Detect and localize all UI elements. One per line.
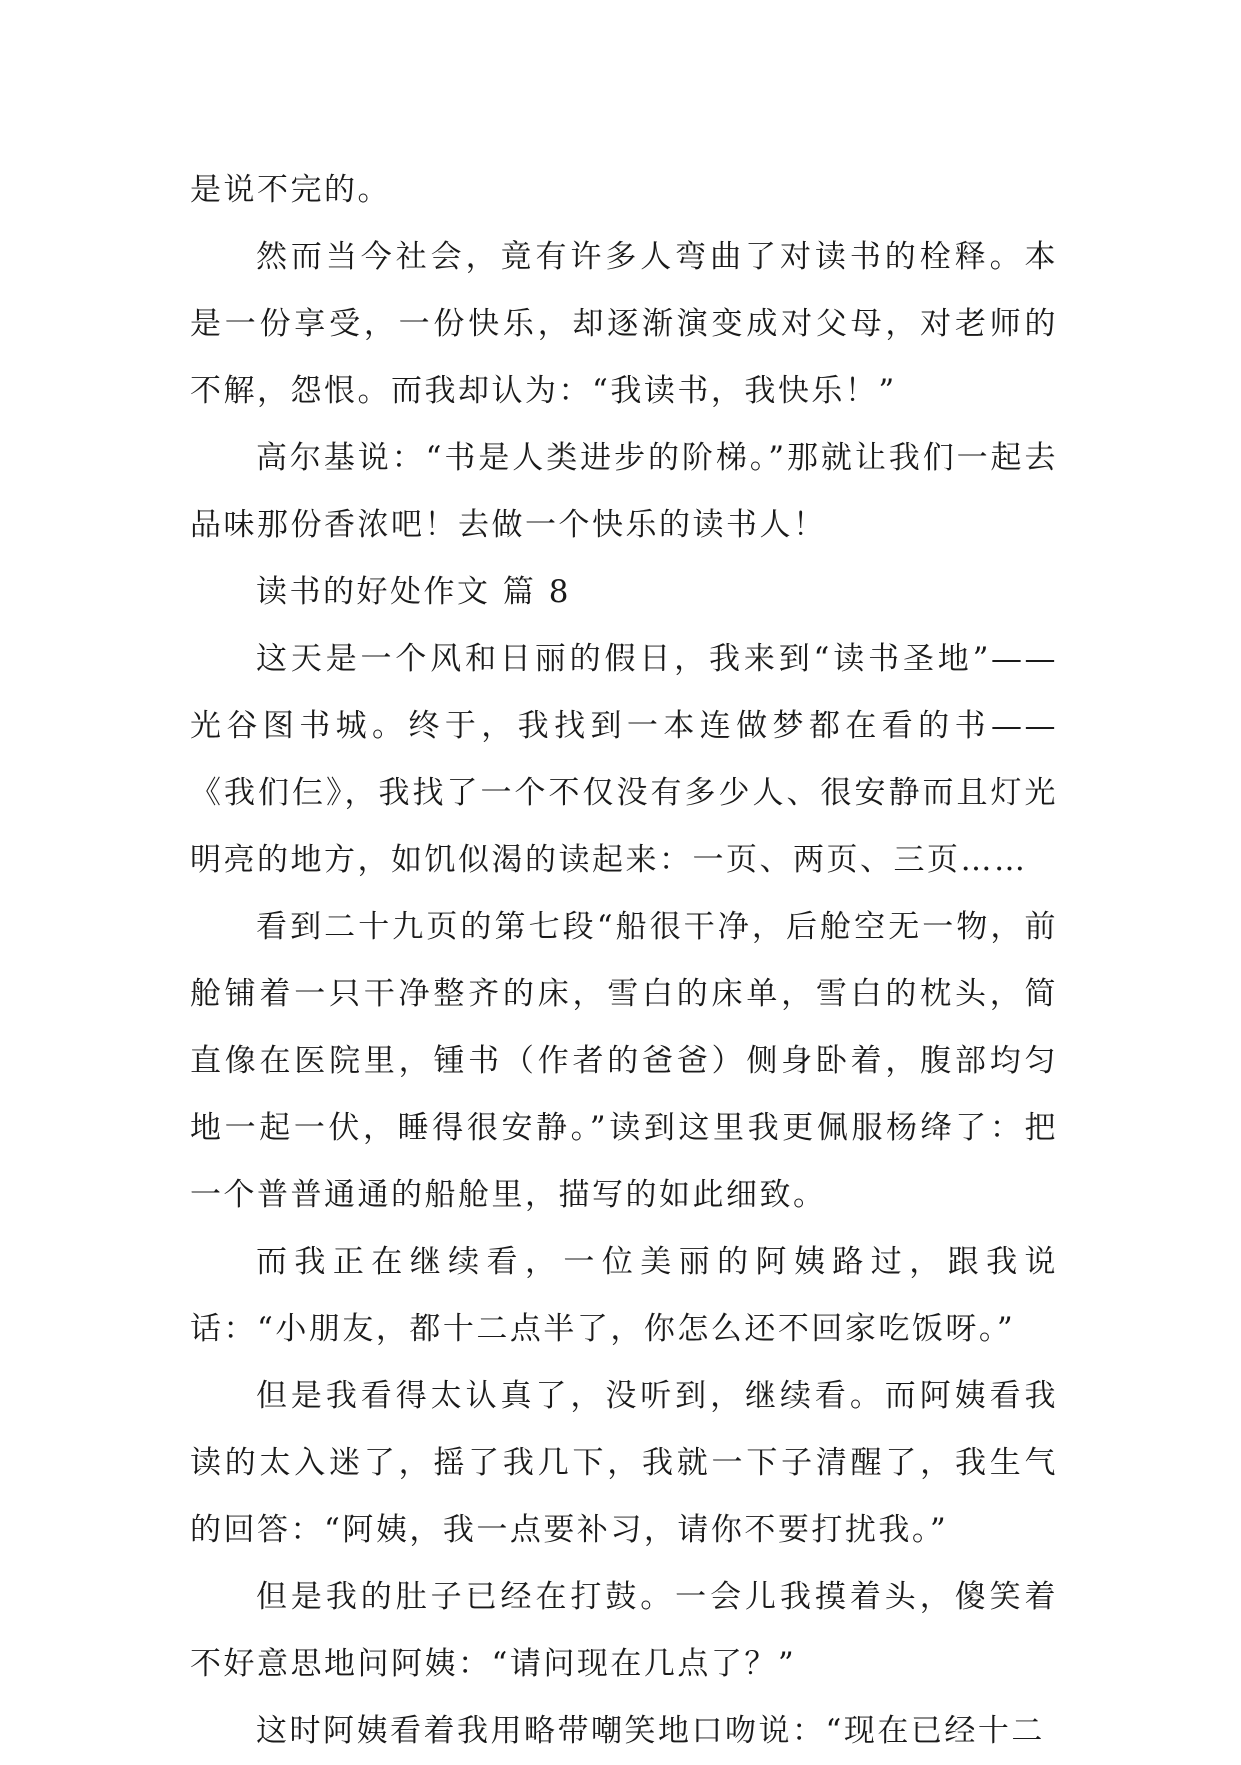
paragraph: 这天是一个风和日丽的假日，我来到“读书圣地”——光谷图书城。终于，我找到一本连做梦都在看的书——《我们仨》，我找了一个不仅没有多少人、很安静而且灯光明亮的地方，如饥似渴的读起来：一页、两页、三页…… [190, 641, 1058, 878]
section-heading: 读书的好处作文 篇 8 [256, 574, 571, 610]
paragraph: 而我正在继续看，一位美丽的阿姨路过，跟我说话：“小朋友，都十二点半了，你怎么还不回家吃饭呀。” [190, 1244, 1058, 1347]
paragraph: 但是我的肚子已经在打鼓。一会儿我摸着头，傻笑着不好意思地问阿姨：“请问现在几点了？” [190, 1579, 1058, 1682]
paragraph: 看到二十九页的第七段“船很干净，后舱空无一物，前舱铺着一只干净整齐的床，雪白的床单，雪白的枕头，简直像在医院里，锺书（作者的爸爸）侧身卧着，腹部均匀地一起一伏，睡得很安静。”读到这里我更佩服杨绛了：把一个普普通通的船舱里，描写的如此细致。 [190, 909, 1058, 1213]
document-body [190, 157, 1058, 1765]
paragraph: 但是我看得太认真了，没听到，继续看。而阿姨看我读的太入迷了，摇了我几下，我就一下子清醒了，我生气的回答：“阿姨，我一点要补习，请你不要打扰我。” [190, 1378, 1058, 1548]
paragraph: 然而当今社会，竟有许多人弯曲了对读书的栓释。本是一份享受，一份快乐，却逐渐演变成对父母，对老师的不解，怨恨。而我却认为：“我读书，我快乐！” [190, 239, 1058, 409]
paragraph: 是说不完的。 [190, 172, 391, 208]
paragraph: 高尔基说：“书是人类进步的阶梯。”那就让我们一起去品味那份香浓吧！去做一个快乐的读书人！ [190, 440, 1058, 543]
paragraph: 这时阿姨看着我用略带嘲笑地口吻说：“现在已经十二 [256, 1713, 1045, 1749]
